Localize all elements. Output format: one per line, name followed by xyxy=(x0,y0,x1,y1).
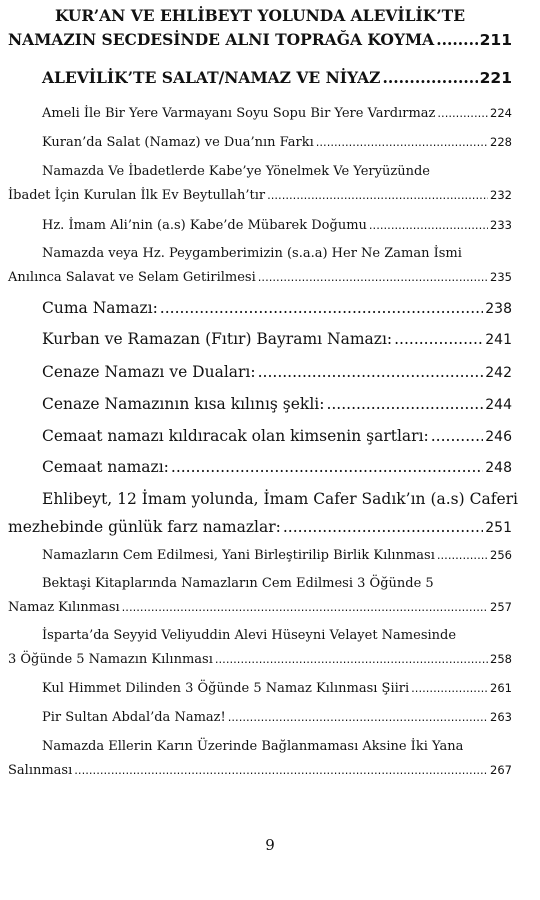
toc-entry-line xyxy=(8,6,512,30)
toc-entry-title: Cemaat namazı: xyxy=(42,458,169,476)
dot-leader xyxy=(382,68,477,87)
toc-entry-line xyxy=(8,218,512,233)
toc-entry-title: Cenaze Namazının kısa kılınış şekli: xyxy=(42,395,325,413)
toc-entry-title: Anılınca Salavat ve Selam Getirilmesi xyxy=(8,270,256,285)
toc-entry-title: Cuma Namazı: xyxy=(42,299,158,317)
toc-entry-page: 233 xyxy=(490,218,512,232)
toc-entry-line xyxy=(8,363,512,381)
dot-leader xyxy=(74,763,488,777)
toc-entry-title: Hz. İmam Ali’nin (a.s) Kabe’de Mübarek Doğumu xyxy=(42,218,367,233)
toc-entry[interactable] xyxy=(8,490,518,536)
toc-entry-line xyxy=(8,135,512,150)
toc-entry-page: 211 xyxy=(479,31,512,49)
toc-entry-line xyxy=(8,518,512,536)
toc-entry-line xyxy=(8,576,512,600)
toc-entry-page: 248 xyxy=(485,460,512,476)
toc-entry-title: Ehlibeyt, 12 İmam yolunda, İmam Cafer Sadık’ın (a.s) Caferi xyxy=(42,490,518,508)
toc-entry-title: Kul Himmet Dilinden 3 Öğünde 5 Namaz Kılınması Şiiri xyxy=(42,681,410,696)
toc-entry[interactable] xyxy=(8,6,512,54)
toc-entry-page: 242 xyxy=(485,365,512,381)
toc-entry-line xyxy=(8,299,512,317)
toc-entry[interactable] xyxy=(8,458,512,476)
toc-entry-title: Bektaşi Kitaplarında Namazların Cem Edilmesi 3 Öğünde 5 xyxy=(42,576,434,591)
toc-entry-title: Kuran’da Salat (Namaz) ve Dua’nın Farkı xyxy=(42,135,314,150)
toc-entry-line xyxy=(8,188,512,203)
toc-entry[interactable] xyxy=(8,548,512,563)
dot-leader xyxy=(258,270,488,284)
toc-entry-page: 246 xyxy=(485,429,512,445)
toc-entry-title: mezhebinde günlük farz namazlar: xyxy=(8,518,281,536)
toc-entry-line xyxy=(8,710,512,725)
toc-entry-line xyxy=(8,548,512,563)
toc-entry-line xyxy=(8,458,512,476)
dot-leader xyxy=(283,518,483,536)
dot-leader xyxy=(394,330,483,348)
toc-entry-title: Namazda Ellerin Karın Üzerinde Bağlanmaması Aksine İki Yana xyxy=(42,739,464,754)
toc-entry-title: İbadet İçin Kurulan İlk Ev Beytullah’tır xyxy=(8,188,266,203)
toc-entry[interactable] xyxy=(8,106,512,121)
toc-entry-page: 235 xyxy=(490,270,512,284)
toc-entry-page: 244 xyxy=(485,397,512,413)
toc-entry-line xyxy=(8,681,512,696)
dot-leader xyxy=(228,710,488,724)
toc-entry-page: 221 xyxy=(479,69,512,87)
toc-entry-line xyxy=(8,427,512,445)
toc-entry-line xyxy=(8,106,512,121)
toc-entry[interactable] xyxy=(8,164,512,203)
toc-entry-title: Namazda Ve İbadetlerde Kabe’ye Yönelmek Ve Yeryüzünde xyxy=(42,164,430,179)
toc-entry[interactable] xyxy=(8,427,512,445)
dot-leader xyxy=(411,681,488,695)
toc-entry-title: ALEVİLİK’TE SALAT/NAMAZ VE NİYAZ xyxy=(42,68,381,87)
toc-entry-title: Namazda veya Hz. Peygamberimizin (s.a.a) Her Ne Zaman İsmi xyxy=(42,246,462,261)
toc-entry-title: Namazların Cem Edilmesi, Yani Birleştirilip Birlik Kılınması xyxy=(42,548,435,563)
toc-entry-page: 256 xyxy=(490,548,512,562)
toc-entry-page: 267 xyxy=(490,763,512,777)
toc-entry-title: İsparta’da Seyyid Veliyuddin Alevi Hüseyni Velayet Namesinde xyxy=(42,628,457,643)
dot-leader xyxy=(437,548,488,562)
toc-entry-title: 3 Öğünde 5 Namazın Kılınması xyxy=(8,652,213,667)
dot-leader xyxy=(171,458,483,476)
toc-entry-line xyxy=(8,600,512,615)
dot-leader xyxy=(316,135,488,149)
dot-leader xyxy=(267,188,488,202)
toc-entry[interactable] xyxy=(8,681,512,696)
toc-entry[interactable] xyxy=(8,246,512,285)
page-number: 9 xyxy=(265,836,275,854)
toc-entry[interactable] xyxy=(8,628,512,667)
dot-leader xyxy=(369,218,488,232)
toc-entry-title: Kurban ve Ramazan (Fıtır) Bayramı Namazı: xyxy=(42,330,393,348)
toc-entry[interactable] xyxy=(8,363,512,381)
toc-entry-line xyxy=(8,246,512,270)
toc-entry-title: NAMAZIN SECDESİNDE ALNI TOPRAĞA KOYMA xyxy=(8,30,435,49)
toc-entry-line xyxy=(8,30,512,54)
toc-entry-line xyxy=(8,330,512,348)
toc-entry-line xyxy=(8,270,512,285)
toc-entry-line xyxy=(8,164,512,188)
toc-entry-line xyxy=(8,652,512,667)
toc-entry-page: 228 xyxy=(490,135,512,149)
toc-entry-title: Ameli İle Bir Yere Varmayanı Soyu Sopu Bir Yere Vardırmaz xyxy=(42,106,436,121)
dot-leader xyxy=(215,652,488,666)
toc-entry[interactable] xyxy=(8,68,512,87)
toc-entry-line xyxy=(8,490,518,518)
dot-leader xyxy=(437,106,488,120)
toc-entry-line xyxy=(8,68,512,87)
toc-entry-page: 241 xyxy=(485,332,512,348)
toc-entry-page: 232 xyxy=(490,188,512,202)
toc-entry-title: Cemaat namazı kıldıracak olan kimsenin şartları: xyxy=(42,427,429,445)
toc-entry-title: KUR’AN VE EHLİBEYT YOLUNDA ALEVİLİK’TE xyxy=(54,6,466,25)
toc-entry[interactable] xyxy=(8,710,512,725)
toc-entry-line xyxy=(8,395,512,413)
dot-leader xyxy=(258,363,484,381)
toc-entry-title: Salınması xyxy=(8,763,73,778)
toc-entry-title: Cenaze Namazı ve Duaları: xyxy=(42,363,256,381)
toc-entry-page: 251 xyxy=(485,520,512,536)
toc-entry[interactable] xyxy=(8,576,512,615)
toc-entry[interactable] xyxy=(8,299,512,317)
dot-leader xyxy=(436,30,477,49)
dot-leader xyxy=(431,427,484,445)
toc-entry-page: 263 xyxy=(490,710,512,724)
toc-entry-page: 257 xyxy=(490,600,512,614)
toc-entry-page: 224 xyxy=(490,106,512,120)
toc-entry-title: Namaz Kılınması xyxy=(8,600,120,615)
toc-entry[interactable] xyxy=(8,218,512,233)
toc-entry[interactable] xyxy=(8,135,512,150)
dot-leader xyxy=(160,299,483,317)
toc-entry[interactable] xyxy=(8,395,512,413)
toc-entry-page: 258 xyxy=(490,652,512,666)
toc-entry-title: Pir Sultan Abdal’da Namaz! xyxy=(42,710,226,725)
toc-entry-page: 238 xyxy=(485,301,512,317)
toc-entry[interactable] xyxy=(8,330,512,348)
toc-entry-line xyxy=(8,763,512,778)
toc-entry-line xyxy=(8,739,512,763)
toc-entry-line xyxy=(8,628,512,652)
dot-leader xyxy=(122,600,488,614)
dot-leader xyxy=(326,395,483,413)
toc-entry[interactable] xyxy=(8,739,512,778)
toc-entry-page: 261 xyxy=(490,681,512,695)
